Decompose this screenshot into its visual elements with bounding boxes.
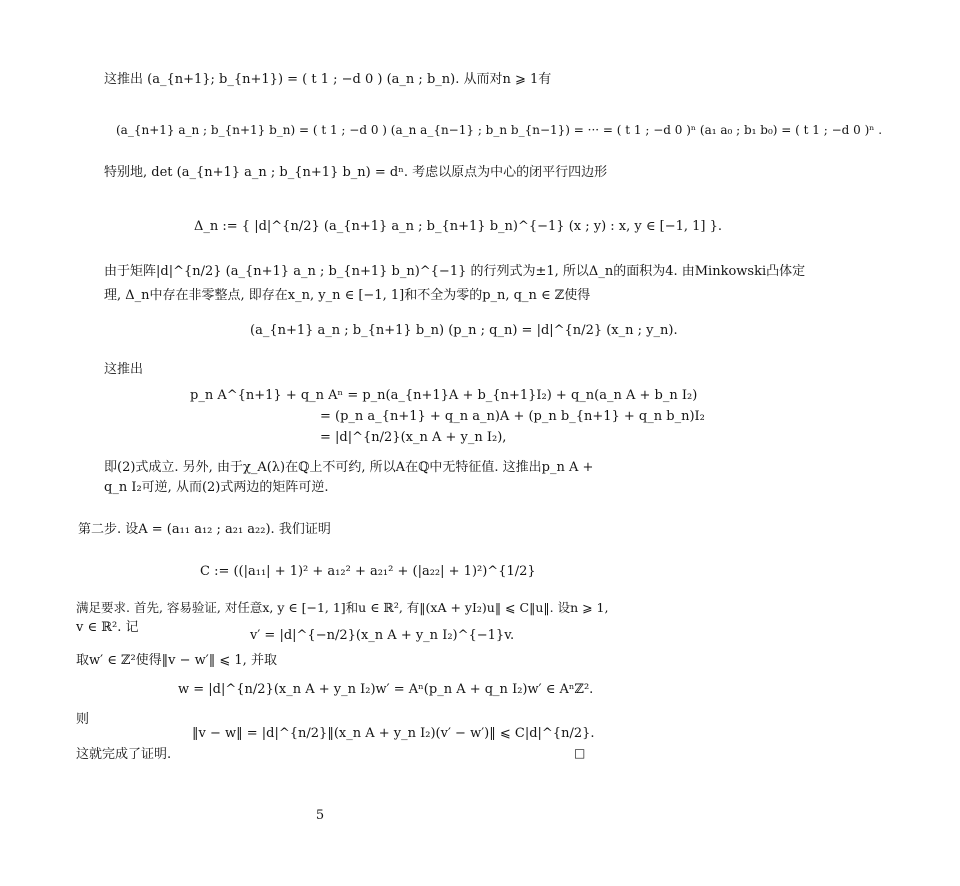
text-line: 这推出 [104, 362, 144, 377]
text-line: 第二步. 设A = (a₁₁ a₁₂ ; a₂₁ a₂₂). 我们证明 [78, 522, 331, 537]
display-equation: w = |d|^{n/2}(x_n A + y_n I₂)w′ = Aⁿ(p_n A + q_n I₂)w′ ∈ Aⁿℤ². [178, 682, 594, 697]
display-equation: C := ((|a₁₁| + 1)² + a₁₂² + a₂₁² + (|a₂₂| + 1)²)^{1/2} [200, 564, 536, 579]
text-line: 特别地, det (a_{n+1} a_n ; b_{n+1} b_n) = dⁿ. 考虑以原点为中心的闭平行四边形 [104, 165, 608, 180]
display-equation: Δ_n := { |d|^{n/2} (a_{n+1} a_n ; b_{n+1} b_n)^{−1} (x ; y) : x, y ∈ [−1, 1] }. [194, 219, 723, 234]
display-equation: (a_{n+1} a_n ; b_{n+1} b_n) (p_n ; q_n) = |d|^{n/2} (x_n ; y_n). [250, 323, 678, 338]
display-equation: p_n A^{n+1} + q_n Aⁿ = p_n(a_{n+1}A + b_{n+1}I₂) + q_n(a_n A + b_n I₂) [190, 388, 698, 403]
display-equation: = |d|^{n/2}(x_n A + y_n I₂), [320, 430, 507, 445]
text-line: 取w′ ∈ ℤ²使得‖v − w′‖ ⩽ 1, 并取 [76, 653, 277, 668]
qed-symbol: □ [574, 746, 586, 760]
text-line: q_n I₂可逆, 从而(2)式两边的矩阵可逆. [104, 480, 329, 495]
display-equation: (a_{n+1} a_n ; b_{n+1} b_n) = ( t 1 ; −d 0 ) (a_n a_{n−1} ; b_n b_{n−1}) = ··· = ( t 1 ; −d 0 )ⁿ (a₁ a₀ ; b₁ b₀) = ( t 1 ; −d 0 )ⁿ . [116, 123, 883, 137]
text-line: 这推出 (a_{n+1}; b_{n+1}) = ( t 1 ; −d 0 ) (a_n ; b_n). 从而对n ⩾ 1有 [104, 72, 552, 87]
text-line: 则 [76, 712, 90, 727]
display-equation: ‖v − w‖ = |d|^{n/2}‖(x_n A + y_n I₂)(v′ − w′)‖ ⩽ C|d|^{n/2}. [192, 726, 595, 741]
page-number: 5 [315, 808, 325, 823]
display-equation: v′ = |d|^{−n/2}(x_n A + y_n I₂)^{−1}v. [250, 628, 515, 643]
text-line: v ∈ ℝ². 记 [76, 620, 139, 635]
display-equation: = (p_n a_{n+1} + q_n a_n)A + (p_n b_{n+1} + q_n b_n)I₂ [320, 409, 705, 424]
text-line: 由于矩阵|d|^{n/2} (a_{n+1} a_n ; b_{n+1} b_n)^{−1} 的行列式为±1, 所以Δ_n的面积为4. 由Minkowski凸体定 [104, 264, 806, 279]
text-line: 满足要求. 首先, 容易验证, 对任意x, y ∈ [−1, 1]和u ∈ ℝ², 有‖(xA + yI₂)u‖ ⩽ C‖u‖. 设n ⩾ 1, [76, 600, 609, 615]
text-line: 这就完成了证明. [76, 747, 172, 762]
text-line: 即(2)式成立. 另外, 由于χ_A(λ)在ℚ上不可约, 所以A在ℚ中无特征值. 这推出p_n A + [104, 460, 594, 475]
text-line: 理, Δ_n中存在非零整点, 即存在x_n, y_n ∈ [−1, 1]和不全为零的p_n, q_n ∈ ℤ使得 [104, 288, 591, 303]
